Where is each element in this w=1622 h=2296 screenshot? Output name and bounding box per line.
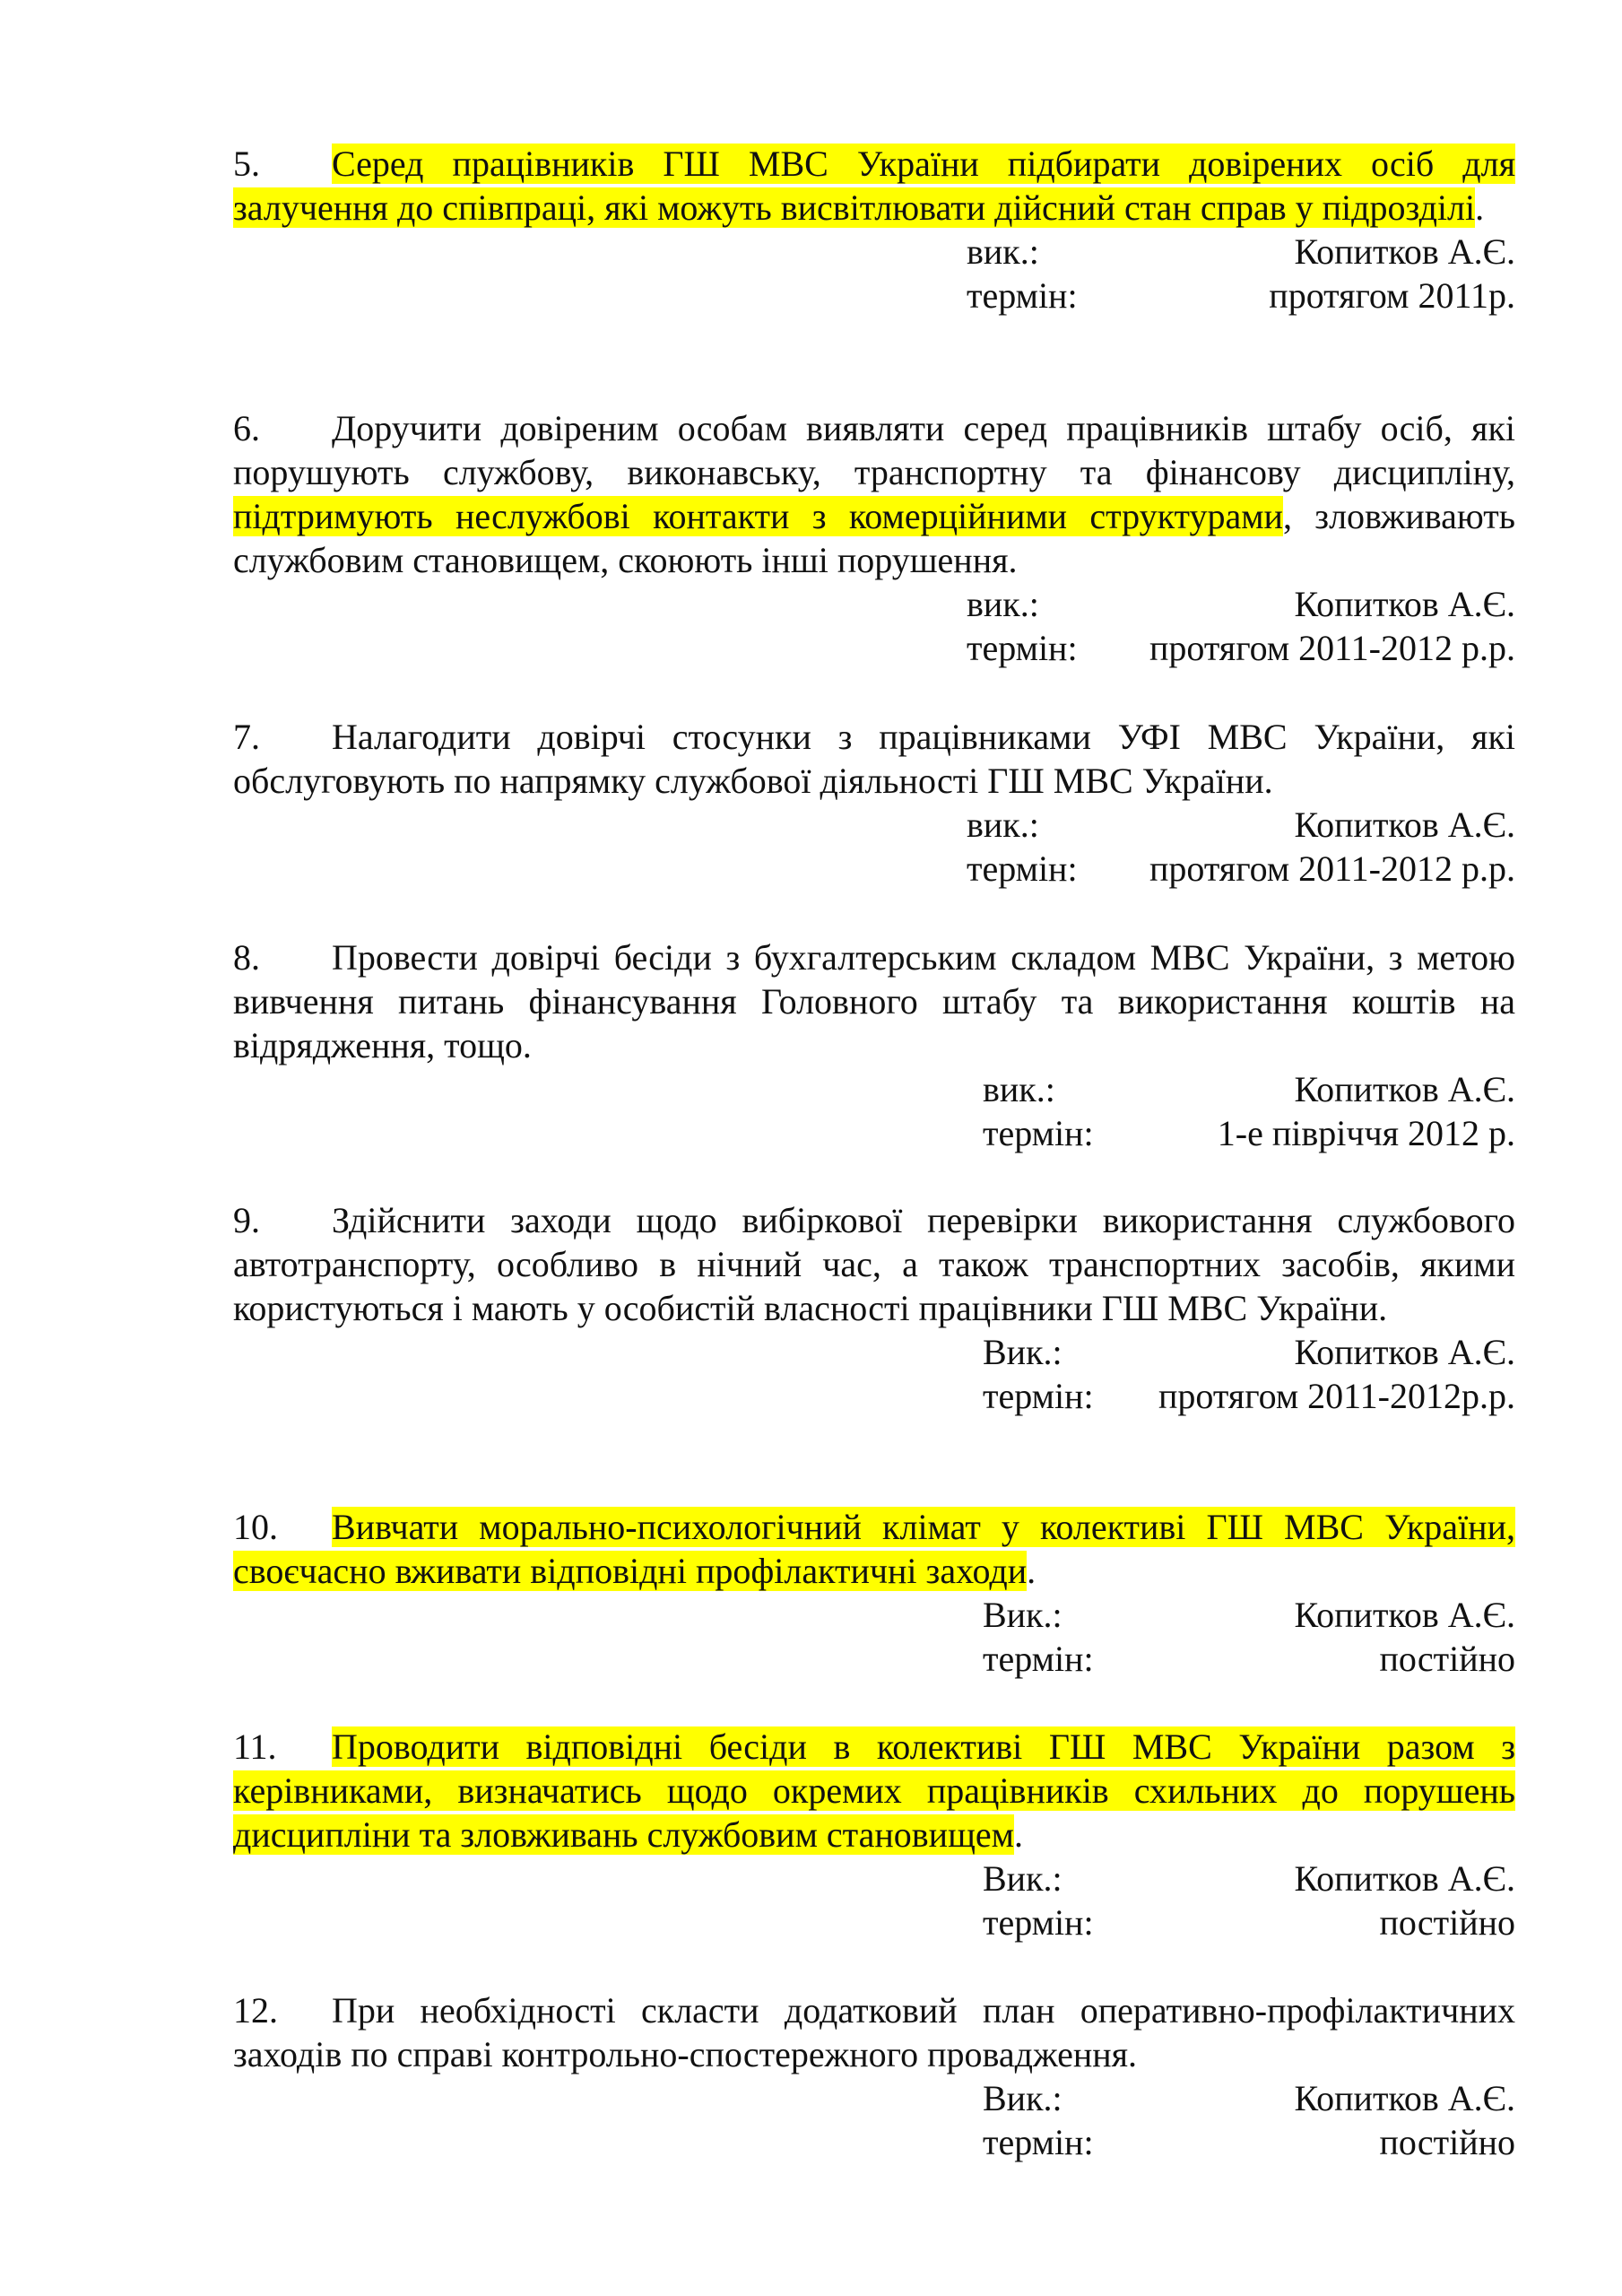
item-number: 9. — [233, 1200, 260, 1240]
executor-label: Вик.: — [983, 1595, 1063, 1635]
item-text — [233, 715, 1515, 803]
highlighted-text: підтримують неслужбові контакти з комерційними структурами — [233, 496, 1283, 536]
item-number: 8. — [233, 937, 260, 978]
term-label: термін: — [983, 1113, 1094, 1153]
plan-item-5 — [233, 142, 1515, 317]
responsibility-block — [233, 1857, 1515, 1944]
plan-item-10 — [233, 1505, 1515, 1681]
term-value: протягом 2011р. — [1269, 275, 1515, 316]
executor-label: вик.: — [967, 584, 1039, 624]
item-text — [233, 1725, 1515, 1857]
executor-value: Копитков А.Є. — [1294, 804, 1515, 845]
responsibility-block — [233, 230, 1515, 317]
term-value: протягом 2011-2012 р.р. — [1149, 848, 1515, 889]
item-text-segment: . — [1475, 187, 1485, 228]
highlighted-text: Проводити відповідні бесіди в колективі ГШ МВС України разом з керівниками, визначатись щодо окремих працівників схильних до порушень дисципліни та зловживань службовим становищем — [233, 1726, 1515, 1855]
plan-item-11 — [233, 1725, 1515, 1944]
item-number: 6. — [233, 408, 260, 448]
term-value: протягом 2011-2012р.р. — [1158, 1376, 1515, 1416]
term-value: 1-е півріччя 2012 р. — [1217, 1113, 1515, 1153]
item-number: 10. — [233, 1507, 278, 1547]
item-text — [233, 142, 1515, 230]
item-text-segment: Здійснити заходи щодо вибіркової перевірки використання службового автотранспорту, особливо в нічний час, а також транспортних засобів, якими користуються і мають у особистій власності працівники ГШ МВС України. — [233, 1200, 1515, 1328]
responsibility-block — [233, 1067, 1515, 1155]
item-text — [233, 1505, 1515, 1593]
item-text-segment: , зловживають службовим становищем, скоюють інші порушення. — [233, 496, 1516, 580]
term-label: термін: — [967, 628, 1078, 668]
executor-value: Копитков А.Є. — [1294, 1858, 1515, 1899]
term-value: постійно — [1379, 2122, 1515, 2162]
term-label: термін: — [983, 1639, 1094, 1679]
item-text — [233, 1988, 1515, 2076]
executor-value: Копитков А.Є. — [1294, 231, 1515, 272]
term-value: протягом 2011-2012 р.р. — [1149, 628, 1515, 668]
highlighted-text: Вивчати морально-психологічний клімат у колективі ГШ МВС України, своєчасно вживати відповідні профілактичні заходи — [233, 1507, 1515, 1591]
item-number: 5. — [233, 144, 260, 184]
item-text-segment: . — [1027, 1551, 1037, 1591]
executor-value: Копитков А.Є. — [1294, 584, 1515, 624]
item-number: 12. — [233, 1990, 278, 2031]
executor-label: вик.: — [967, 231, 1039, 272]
executor-label: Вик.: — [983, 2078, 1063, 2118]
item-text-segment: Налагодити довірчі стосунки з працівниками УФІ МВС України, які обслуговують по напрямку службової діяльності ГШ МВС України. — [233, 717, 1515, 801]
item-text — [233, 1198, 1515, 1330]
item-text — [233, 406, 1515, 582]
executor-label: Вик.: — [983, 1332, 1063, 1372]
plan-item-9 — [233, 1198, 1515, 1418]
plan-item-6 — [233, 406, 1515, 670]
item-text-segment: Провести довірчі бесіди з бухгалтерським складом МВС України, з метою вивчення питань фінансування Головного штабу та використання коштів на відрядження, тощо. — [233, 937, 1515, 1065]
plan-item-7 — [233, 715, 1515, 891]
term-value: постійно — [1379, 1639, 1515, 1679]
term-value: постійно — [1379, 1902, 1515, 1943]
executor-value: Копитков А.Є. — [1294, 1069, 1515, 1109]
executor-label: вик.: — [983, 1069, 1055, 1109]
executor-value: Копитков А.Є. — [1294, 1595, 1515, 1635]
responsibility-block — [233, 1593, 1515, 1681]
item-number: 11. — [233, 1726, 277, 1767]
item-number: 7. — [233, 717, 260, 757]
executor-value: Копитков А.Є. — [1294, 1332, 1515, 1372]
responsibility-block — [233, 582, 1515, 670]
responsibility-block — [233, 1330, 1515, 1418]
executor-label: вик.: — [967, 804, 1039, 845]
item-text — [233, 935, 1515, 1067]
term-label: термін: — [983, 1902, 1094, 1943]
item-text-segment: . — [1013, 1814, 1023, 1855]
item-text-segment: Доручити довіреним особам виявляти серед працівників штабу осіб, які порушують службову, виконавську, транспортну та фінансову дисципліну, — [233, 408, 1515, 492]
term-label: термін: — [967, 275, 1078, 316]
executor-label: Вик.: — [983, 1858, 1063, 1899]
item-text-segment: При необхідності скласти додатковий план оперативно-профілактичних заходів по справі контрольно-спостережного провадження. — [233, 1990, 1515, 2074]
highlighted-text: Серед працівників ГШ МВС України підбирати довірених осіб для залучення до співпраці, які можуть висвітлювати дійсний стан справ у підрозділі — [233, 144, 1515, 228]
plan-item-12 — [233, 1988, 1515, 2164]
term-label: термін: — [983, 2122, 1094, 2162]
responsibility-block — [233, 2076, 1515, 2164]
term-label: термін: — [967, 848, 1078, 889]
executor-value: Копитков А.Є. — [1294, 2078, 1515, 2118]
plan-item-8 — [233, 935, 1515, 1155]
term-label: термін: — [983, 1376, 1094, 1416]
responsibility-block — [233, 803, 1515, 891]
